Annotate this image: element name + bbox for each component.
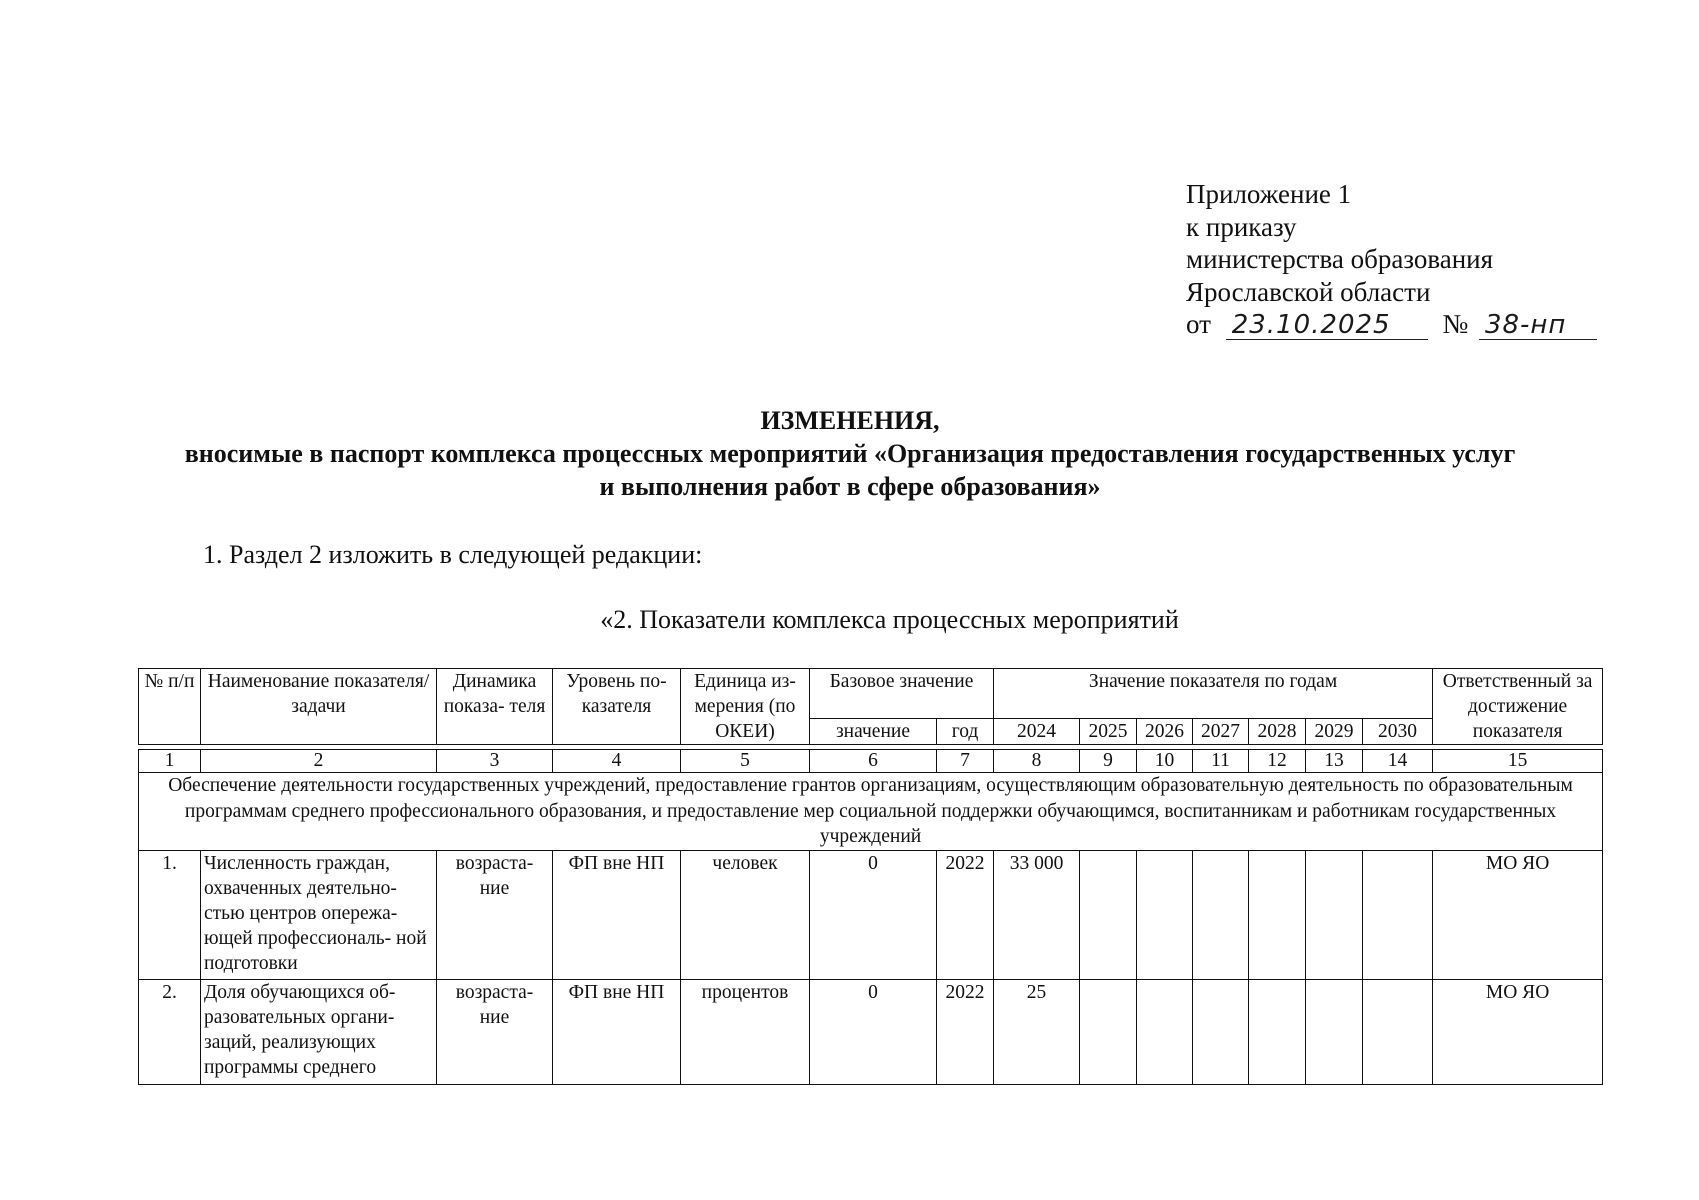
row-value-2026 (1137, 979, 1193, 1084)
row-unit: процентов (681, 979, 810, 1084)
row-value-2025 (1080, 979, 1137, 1084)
number-sign: № (1442, 309, 1469, 339)
column-number: 13 (1306, 750, 1363, 773)
header-year: 2030 (1363, 719, 1433, 745)
row-value-2027 (1193, 979, 1249, 1084)
row-num: 1. (139, 850, 201, 979)
header-years-group: Значение показателя по годам (994, 669, 1433, 719)
header-base: Базовое значение (810, 669, 994, 719)
row-value-2028 (1249, 850, 1306, 979)
row-value-2029 (1306, 979, 1363, 1084)
column-number: 12 (1249, 750, 1306, 773)
table-row (139, 979, 1603, 1084)
row-name: Доля обучающихся об- разовательных органи- заций, реализующих программы среднего (201, 979, 437, 1084)
row-unit: человек (681, 850, 810, 979)
row-responsible: МО ЯО (1433, 850, 1603, 979)
section-subtitle: «2. Показатели комплекса процессных мероприятий (600, 605, 1179, 634)
header-name: Наименование показателя/задачи (201, 669, 437, 745)
row-value-2028 (1249, 979, 1306, 1084)
column-number: 6 (810, 750, 937, 773)
row-base-year: 2022 (937, 979, 994, 1084)
title-line: и выполнения работ в сфере образования» (599, 472, 1101, 501)
column-number: 7 (937, 750, 994, 773)
row-base-value: 0 (810, 979, 937, 1084)
header-base-year: год (937, 719, 994, 745)
column-number: 4 (553, 750, 681, 773)
row-value-2024: 25 (994, 979, 1080, 1084)
instruction-paragraph: 1. Раздел 2 изложить в следующей редакции: (203, 540, 703, 569)
column-number: 15 (1433, 750, 1603, 773)
row-level: ФП вне НП (553, 850, 681, 979)
header-responsible: Ответственный за достижение показателя (1433, 669, 1603, 745)
appendix-line: Ярославской области (1186, 276, 1431, 307)
row-value-2026 (1137, 850, 1193, 979)
header-num: № п/п (139, 669, 201, 745)
column-number: 9 (1080, 750, 1137, 773)
column-number: 1 (139, 750, 201, 773)
section-title-cell: Обеспечение деятельности государственных учреждений, предоставление грантов организациям, осуществляющим образовательную деятельность по образовательным программам среднего профессионального образования, и предоставление мер социальной поддержки обучающимся, воспитанникам и работникам государственных учреждений (139, 773, 1603, 851)
document-title (100, 404, 1600, 503)
column-number: 2 (201, 750, 437, 773)
column-number: 10 (1137, 750, 1193, 773)
row-num: 2. (139, 979, 201, 1084)
header-year: 2029 (1306, 719, 1363, 745)
appendix-line: министерства образования (1186, 244, 1494, 274)
row-value-2030 (1363, 850, 1433, 979)
header-year: 2027 (1193, 719, 1249, 745)
header-year: 2028 (1249, 719, 1306, 745)
row-responsible: МО ЯО (1433, 979, 1603, 1084)
column-number: 5 (681, 750, 810, 773)
appendix-title: Приложение 1 (1186, 179, 1352, 209)
row-level: ФП вне НП (553, 979, 681, 1084)
header-year: 2025 (1080, 719, 1137, 745)
header-dynamics: Динамика показа- теля (437, 669, 553, 745)
column-number: 14 (1363, 750, 1433, 773)
appendix-line: к приказу (1186, 211, 1297, 242)
header-year: 2026 (1137, 719, 1193, 745)
row-value-2029 (1306, 850, 1363, 979)
appendix-block (1186, 178, 1597, 341)
table-row (139, 850, 1603, 979)
row-dynamics: возраста- ние (437, 979, 553, 1084)
row-base-value: 0 (810, 850, 937, 979)
handwritten-date: 23.10.2025 (1226, 311, 1428, 340)
order-date-number-row (1186, 308, 1597, 341)
row-value-2030 (1363, 979, 1433, 1084)
row-value-2024: 33 000 (994, 850, 1080, 979)
header-year: 2024 (994, 719, 1080, 745)
title-line: вносимые в паспорт комплекса процессных мероприятий «Организация предоставления государственных услуг (184, 439, 1516, 468)
header-unit: Единица из- мерения (по ОКЕИ) (681, 669, 810, 745)
row-base-year: 2022 (937, 850, 994, 979)
title-line: ИЗМЕНЕНИЯ, (760, 406, 940, 435)
row-dynamics: возраста- ние (437, 850, 553, 979)
column-number: 11 (1193, 750, 1249, 773)
column-number: 3 (437, 750, 553, 773)
header-level: Уровень по- казателя (553, 669, 681, 745)
handwritten-order-number: 38-нп (1479, 311, 1597, 340)
indicators-table (138, 668, 1603, 1085)
from-label: от (1186, 309, 1211, 339)
row-value-2027 (1193, 850, 1249, 979)
row-value-2025 (1080, 850, 1137, 979)
column-number: 8 (994, 750, 1080, 773)
header-base-value: значение (810, 719, 937, 745)
row-name: Численность граждан, охваченных деятельно- стью центров опережа- ющей профессиональ- ной подготовки (201, 850, 437, 979)
